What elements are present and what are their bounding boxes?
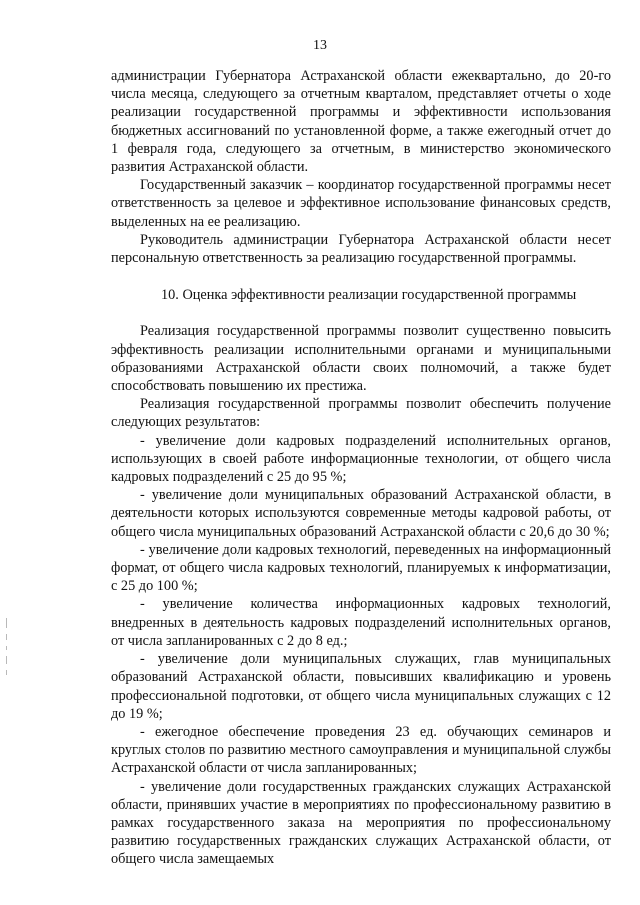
result-item: - увеличение доли кадровых технологий, переведенных на информационный формат, от общего числа кадровых технологий, планируемых к информатизации, с 25 до 100 %; (111, 541, 611, 595)
paragraph-results-intro: Реализация государственной программы позволит обеспечить получение следующих результатов: (111, 396, 611, 431)
paragraph-head-responsibility: Руководитель администрации Губернатора Астраханской области несет персональную ответственность за реализацию государственной программы. (111, 231, 611, 267)
paragraph-responsibility: Государственный заказчик – координатор государственной программы несет ответственность за целевое и эффективное использование финансовых средств, выделенных на ее реализацию. (111, 177, 611, 230)
result-item: - увеличение доли муниципальных образований Астраханской области, в деятельности которых используются современные методы кадровой работы, от общего числа муниципальных образований Астраханской области с 20,6 до 30 %; (111, 487, 611, 540)
result-item: - ежегодное обеспечение проведения 23 ед. обучающих семинаров и круглых столов по развитию местного самоуправления и муниципальной службы Астраханской области от числа запланированных; (111, 723, 611, 777)
result-item: - увеличение доли кадровых подразделений исполнительных органов, использующих в своей работе информационные технологии, от общего числа кадровых подразделений с 25 до 95 %; (111, 432, 611, 486)
result-item: - увеличение доли муниципальных служащих, глав муниципальных образований Астраханской области, повысивших квалификацию и уровень профессиональной подготовки, от общего числа муниципальных служащих с 12 до 19 %; (111, 651, 611, 722)
result-item: - увеличение количества информационных кадровых технологий, внедренных в деятельность кадровых подразделений исполнительных органов, от числа запланированных с 2 до 8 ед.; (111, 596, 611, 649)
paragraph-efficiency: Реализация государственной программы позволит существенно повысить эффективность реализации исполнительными органами и муниципальными образованиями Астраханской области своих полномочий, а также будет способствовать повышению их престижа. (111, 323, 611, 395)
page-number: 13 (313, 38, 327, 53)
result-item: - увеличение доли государственных гражданских служащих Астраханской области, принявших участие в мероприятиях по профессиональному развитию в рамках государственного заказа на мероприятия по профессиональному развитию государственных гражданских служащих Астраханской области, от общего числа замещаемых (111, 778, 611, 868)
document-body (111, 67, 611, 869)
margin-scan-marks (6, 618, 8, 708)
paragraph-continuation: администрации Губернатора Астраханской области ежеквартально, до 20-го числа месяца, следующего за отчетным кварталом, представляет отчеты о ходе реализации государственной программы и эффективности использования бюджетных ассигнований по установленной форме, а также ежегодный отчет до 1 февраля года, следующего за отчетным, в министерство экономического развития Астраханской области. (111, 68, 611, 176)
section-heading: 10. Оценка эффективности реализации государственной программы (161, 287, 577, 304)
